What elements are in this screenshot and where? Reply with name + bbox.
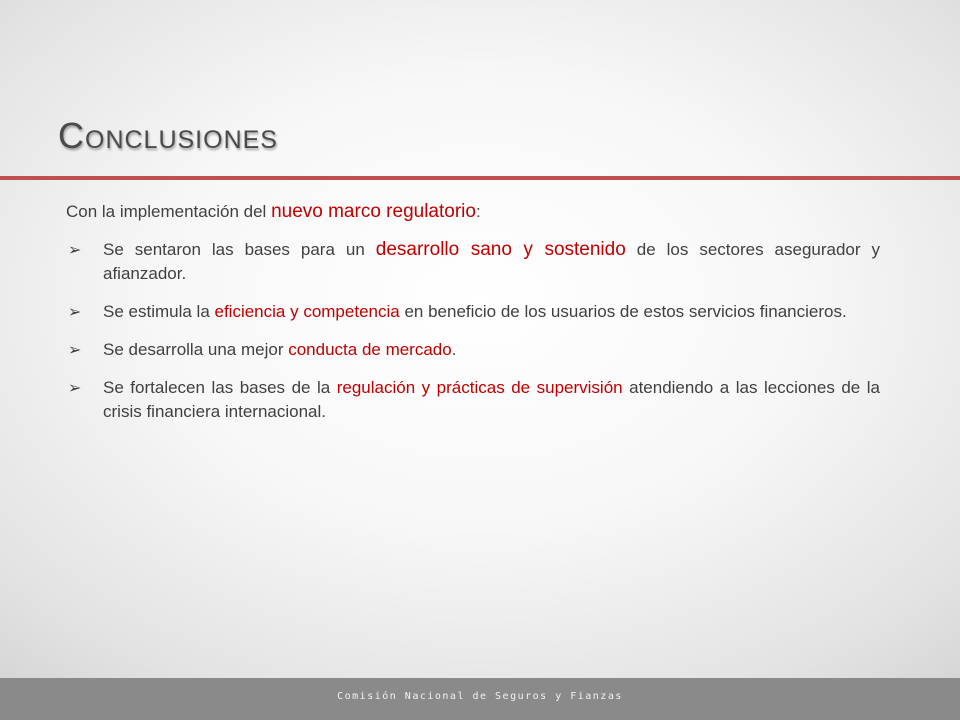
bullet-text: . — [451, 340, 457, 359]
intro-paragraph — [66, 200, 880, 224]
intro-highlight: nuevo marco regulatorio — [271, 201, 476, 222]
list-item — [66, 338, 880, 362]
bullet-highlight: regulación y prácticas de supervisión — [336, 378, 623, 397]
list-item — [66, 376, 880, 424]
list-item — [66, 300, 880, 324]
arrowhead-bullet-icon: ➢ — [68, 380, 82, 397]
slide-body — [66, 200, 880, 438]
bullet-text: Se fortalecen las bases de la — [103, 378, 337, 397]
bullet-highlight: eficiencia y competencia — [214, 302, 400, 321]
bullet-highlight: desarrollo sano y sostenido — [375, 239, 626, 260]
bullet-text: atendiendo a las lecciones de la crisis financiera internacional. — [103, 378, 880, 421]
conclusions-list — [66, 238, 880, 424]
list-item — [66, 238, 880, 286]
bullet-text: Se desarrolla una mejor — [103, 340, 289, 359]
arrowhead-bullet-icon: ➢ — [68, 342, 82, 359]
intro-punctuation: : — [475, 202, 481, 221]
footer-bar — [0, 678, 960, 720]
bullet-text: de los sectores asegurador y afianzador. — [103, 240, 880, 283]
intro-text: Con la implementación del — [66, 202, 272, 221]
slide-title: Conclusiones — [58, 115, 278, 156]
bullet-text: en beneficio de los usuarios de estos servicios financieros. — [399, 302, 847, 321]
arrowhead-bullet-icon: ➢ — [68, 304, 82, 321]
bullet-text: Se sentaron las bases para un — [103, 240, 376, 259]
arrowhead-bullet-icon: ➢ — [68, 242, 82, 259]
footer-organization: Comisión Nacional de Seguros y Fianzas — [337, 691, 623, 702]
bullet-text: Se estimula la — [103, 302, 215, 321]
bullet-highlight: conducta de mercado — [288, 340, 452, 359]
title-divider — [0, 176, 960, 180]
